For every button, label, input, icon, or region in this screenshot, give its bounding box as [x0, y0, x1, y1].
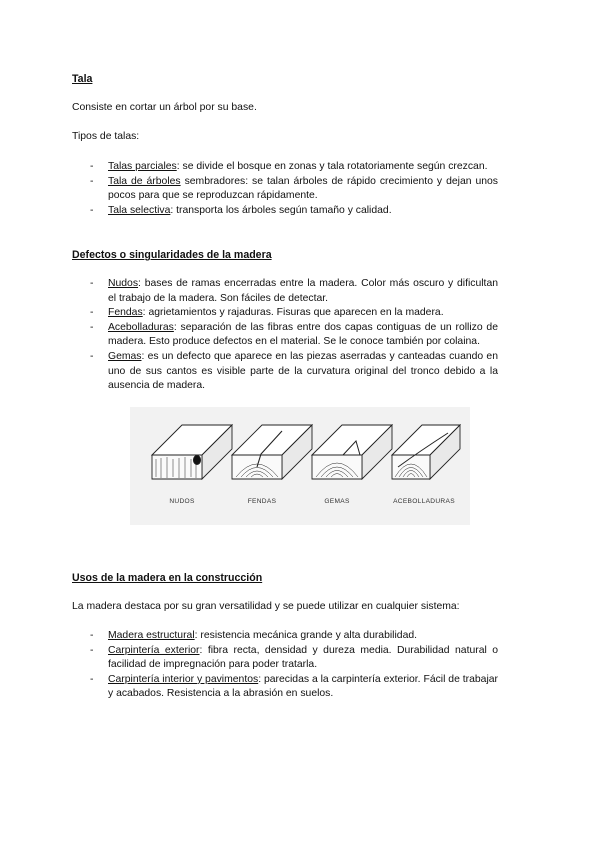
tala-list [90, 160, 498, 218]
list-text: sembradores: se talan árboles de rápido crecimiento y dejan unos pocos para que se reproduzcan rápidamente. [108, 175, 498, 202]
figure-label-gemas: GEMAS [324, 498, 350, 505]
list-term: Tala selectiva [108, 204, 171, 216]
list-term: Nudos [108, 278, 139, 289]
list-item [90, 321, 498, 350]
list-term: Carpintería interior y pavimentos [108, 673, 259, 685]
heading-tala: Tala [72, 73, 93, 85]
list-term: Fendas [108, 307, 143, 319]
fendas-block [232, 425, 312, 479]
list-term: Madera estructural [108, 630, 195, 641]
list-text: : se divide el bosque en zonas y tala rotatoriamente según crezcan. [176, 161, 488, 172]
list-text: : transporta los árboles según tamaño y calidad. [170, 204, 392, 216]
heading-defectos: Defectos o singularidades de la madera [72, 249, 272, 261]
list-item [90, 204, 498, 219]
wood-defects-illustration [130, 407, 470, 525]
list-item [90, 350, 498, 394]
list-text: : parecidas a la carpintería exterior. Fácil de trabajar y acabados. Resistencia a la abrasión en suelos. [108, 673, 498, 700]
list-term: Acebolladuras [108, 321, 174, 333]
list-term: Tala de árboles [108, 175, 181, 187]
heading-usos: Usos de la madera en la construcción [72, 572, 263, 584]
gemas-block [312, 425, 392, 479]
list-item [90, 175, 498, 204]
figure-label-nudos: NUDOS [169, 498, 195, 505]
list-text: : resistencia mecánica grande y alta durabilidad. [194, 630, 418, 641]
figure-label-fendas: FENDAS [247, 498, 277, 505]
list-text: : bases de ramas encerradas entre la madera. Color más oscuro y dificultan el trabajo de la madera. Son fáciles de detectar. [108, 278, 498, 304]
tala-intro: Consiste en cortar un árbol por su base. [72, 102, 257, 113]
wood-defects-figure [130, 407, 470, 525]
tala-types-heading: Tipos de talas: [72, 131, 140, 142]
list-text: : fibra recta, densidad y dureza media. Durabilidad natural o facilidad de impregnación para poder tratarla. [108, 644, 499, 671]
list-item [90, 160, 498, 175]
list-item [90, 306, 498, 321]
list-term: Carpintería exterior [108, 644, 200, 656]
usos-list [90, 629, 498, 702]
list-term: Gemas [108, 350, 142, 362]
list-item [90, 644, 498, 673]
list-item [90, 629, 498, 644]
list-text: : agrietamientos y rajaduras. Fisuras que aparecen en la madera. [142, 307, 444, 319]
list-item [90, 277, 498, 306]
usos-intro: La madera destaca por su gran versatilidad y se puede utilizar en cualquier sistema: [72, 601, 460, 612]
figure-label-acebolladuras: ACEBOLLADURAS [393, 498, 455, 505]
list-text: : separación de las fibras entre dos capas contiguas de un rollizo de madera. Esto produce defectos en el material. Se le conoce también por colaina. [108, 321, 498, 348]
acebolladuras-block [392, 425, 460, 479]
list-text: : es un defecto que aparece en las piezas aserradas y canteadas cuando en uno de sus cantos es visible parte de la curvatura original del tronco debido a la ausencia de madera. [108, 350, 498, 392]
defectos-list [90, 277, 498, 394]
nudos-block [152, 425, 232, 479]
list-term: Talas parciales [108, 161, 177, 172]
list-item [90, 673, 498, 702]
